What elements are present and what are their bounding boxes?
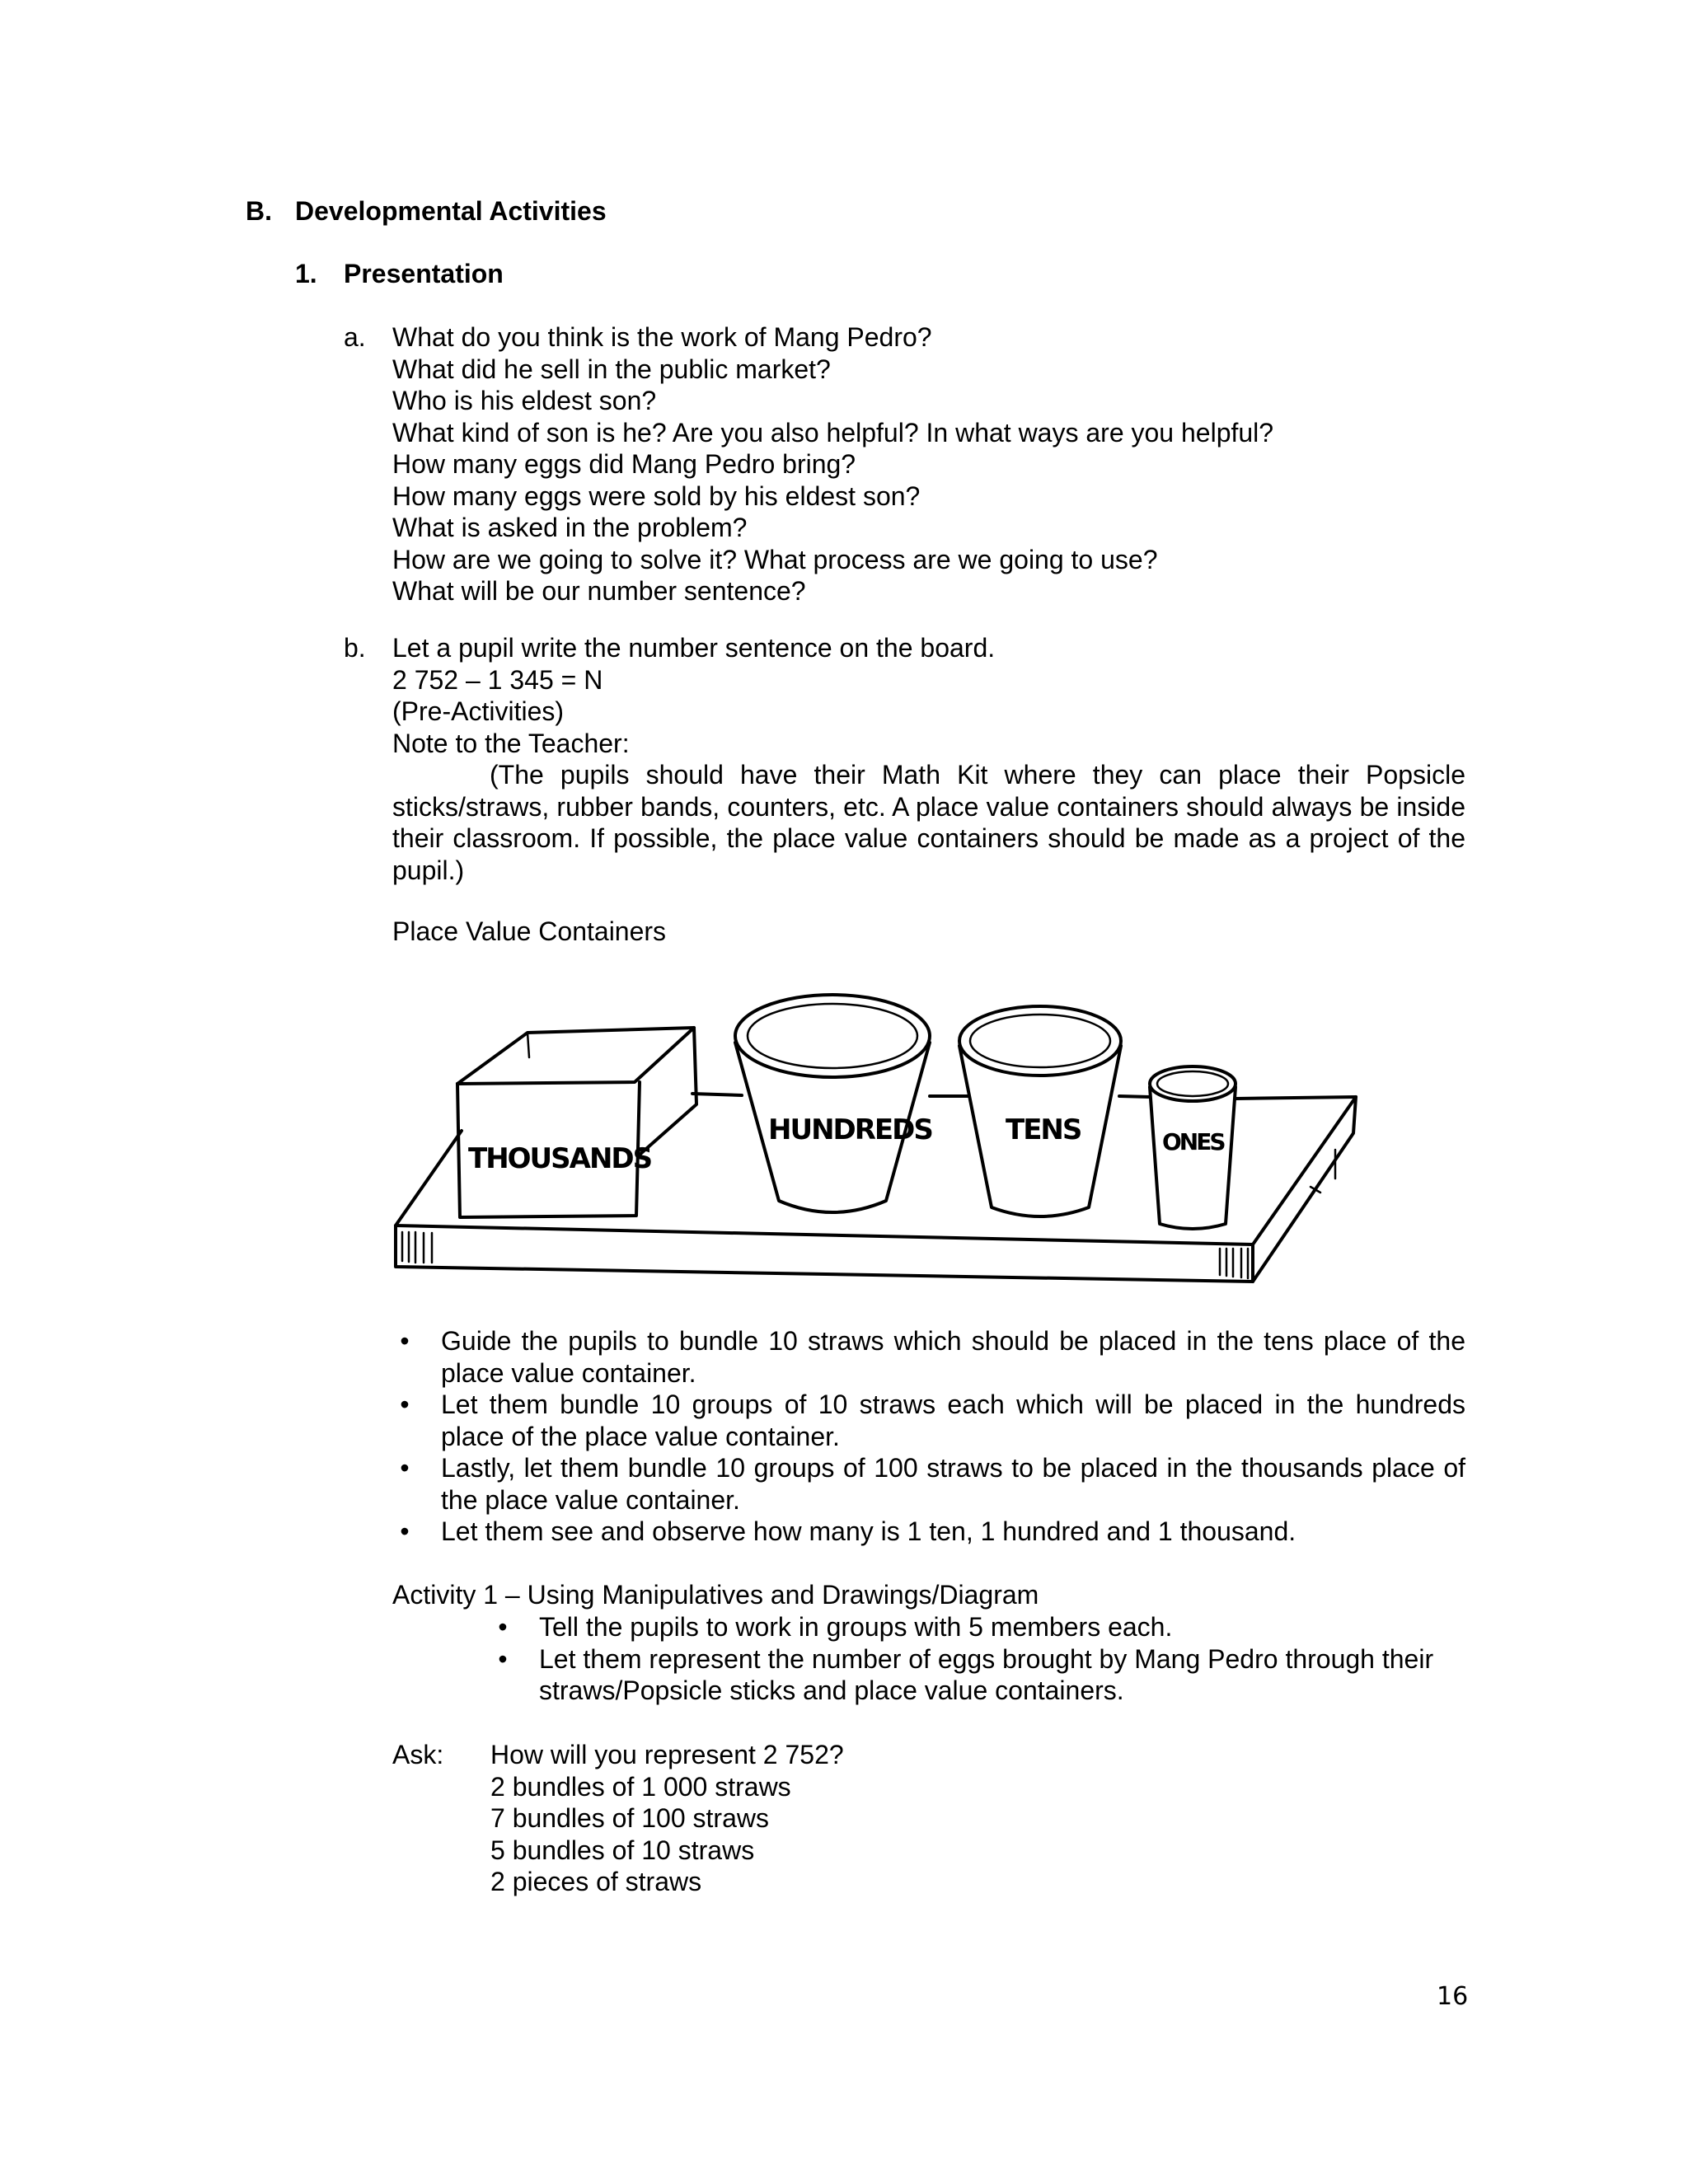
list-item: • Guide the pupils to bundle 10 straws which should be placed in the tens place of the place value container. <box>400 1326 1465 1388</box>
item-b-marker: b. <box>344 633 366 663</box>
list-item: • Let them represent the number of eggs brought by Mang Pedro through their straws/Popsicle sticks and place value containers. <box>498 1643 1434 1705</box>
page-number: 16 <box>1437 1982 1469 2011</box>
question-line: What is asked in the problem? <box>392 513 748 542</box>
item-a-marker: a. <box>344 322 366 352</box>
list-item: • Tell the pupils to work in groups with 5 members each. <box>498 1612 1173 1642</box>
place-value-containers-illustration <box>387 977 1376 1298</box>
hundreds-cup <box>735 995 930 1212</box>
thousands-label: THOUSANDS <box>468 1142 652 1175</box>
item-b-lines <box>392 632 995 759</box>
board-back-edge <box>1236 1097 1356 1099</box>
section-marker: B. <box>246 196 272 226</box>
teacher-note-label: Note to the Teacher: <box>392 728 630 758</box>
question-line: What do you think is the work of Mang Pedro? <box>392 322 932 352</box>
question-line: How many eggs did Mang Pedro bring? <box>392 449 856 479</box>
guidance-bullets <box>392 1325 1465 1548</box>
instruction-line: Let a pupil write the number sentence on the board. <box>392 633 996 663</box>
question-line: How are we going to solve it? What process are we going to use? <box>392 544 1158 574</box>
number-sentence: 2 752 – 1 345 = N <box>392 664 603 695</box>
ask-line: 7 bundles of 100 straws <box>490 1803 769 1833</box>
board-back-edge <box>692 1094 742 1095</box>
ask-line: 2 bundles of 1 000 straws <box>490 1771 791 1802</box>
question-line: What did he sell in the public market? <box>392 354 831 384</box>
ask-lines <box>490 1739 844 1898</box>
tens-label: TENS <box>1006 1113 1081 1146</box>
ask-line: How will you represent 2 752? <box>490 1740 844 1769</box>
hundreds-label: HUNDREDS <box>768 1113 932 1146</box>
list-item: • Let them bundle 10 groups of 10 straws each which will be placed in the hundreds place of the place value container. <box>400 1390 1465 1451</box>
activity-title: Activity 1 – Using Manipulatives and Drawings/Diagram <box>392 1580 1039 1610</box>
tens-cup <box>959 1006 1121 1216</box>
board-side <box>1253 1097 1356 1282</box>
ask-label: Ask: <box>392 1740 444 1769</box>
figure-caption: Place Value Containers <box>392 916 667 946</box>
question-line: What kind of son is he? Are you also helpful? In what ways are you helpful? <box>392 417 1274 448</box>
subsection-title: Presentation <box>344 259 504 288</box>
list-item: • Lastly, let them bundle 10 groups of 100 straws to be placed in the thousands place of the place value container. <box>400 1453 1465 1515</box>
thousands-box <box>457 1028 696 1217</box>
activity-bullets <box>490 1611 1465 1707</box>
question-line: How many eggs were sold by his eldest son? <box>392 480 921 511</box>
ask-line: 2 pieces of straws <box>490 1867 702 1896</box>
section-title: Developmental Activities <box>295 196 607 226</box>
ones-label: ONES <box>1162 1128 1224 1155</box>
subsection-marker: 1. <box>295 259 317 288</box>
board-back-edge <box>1119 1096 1150 1097</box>
question-line: What will be our number sentence? <box>392 576 806 606</box>
item-a-questions <box>392 321 1273 607</box>
teacher-note: (The pupils should have their Math Kit where they can place their Popsicle sticks/straws, rubber bands, counters, etc. A place value containers should always be inside their classroom. If possible, the place value containers should be made as a project of the pupil.) <box>392 760 1465 885</box>
list-item: • Let them see and observe how many is 1 ten, 1 hundred and 1 thousand. <box>400 1516 1296 1546</box>
ask-line: 5 bundles of 10 straws <box>490 1835 755 1865</box>
question-line: Who is his eldest son? <box>392 386 657 415</box>
pre-activities-label: (Pre-Activities) <box>392 696 565 726</box>
